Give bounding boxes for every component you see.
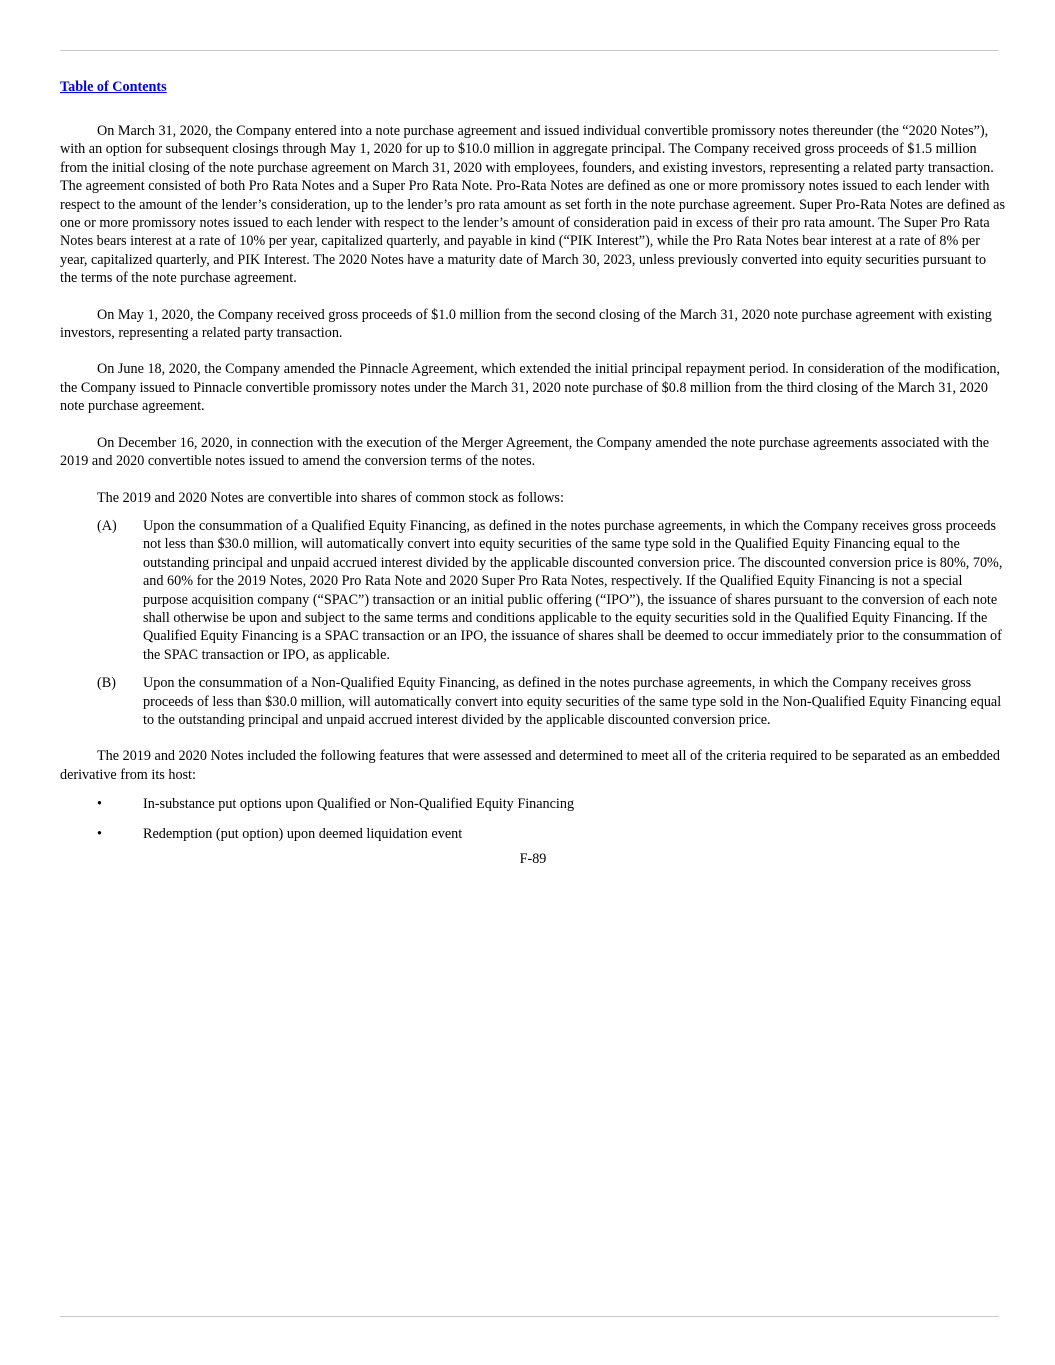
bullet-marker: • bbox=[97, 825, 102, 842]
document-body bbox=[60, 122, 1006, 868]
bullet-marker: • bbox=[97, 796, 102, 813]
conversion-item-b bbox=[60, 674, 1006, 729]
paragraph-second-closing: On May 1, 2020, the Company received gross proceeds of $1.0 million from the second closing of the March 31, 2020 note purchase agreement with existing investors, representing a related party transaction. bbox=[60, 306, 992, 342]
table-of-contents-link[interactable]: Table of Contents bbox=[60, 79, 167, 95]
bullet-item bbox=[60, 825, 1006, 843]
bottom-divider bbox=[60, 1316, 999, 1317]
paragraph-pinnacle-amendment: On June 18, 2020, the Company amended the Pinnacle Agreement, which extended the initial principal repayment period. In consideration of the modification, the Company issued to Pinnacle convertible promissory notes under the March 31, 2020 note purchase of $0.8 million from the third closing of the March 31, 2020 note purchase agreement. bbox=[60, 361, 1001, 415]
bullet-text: In-substance put options upon Qualified or Non-Qualified Equity Financing bbox=[143, 796, 575, 813]
bullet-text: Redemption (put option) upon deemed liquidation event bbox=[143, 825, 463, 842]
bullet-item bbox=[60, 795, 1006, 813]
conversion-item-a bbox=[60, 517, 1006, 664]
item-text: Upon the consummation of a Qualified Equity Financing, as defined in the notes purchase agreements, in which the Company receives gross proceeds not less than $30.0 million, will automatically convert into equity securities of the same type sold in the Qualified Equity Financing equal to the outstanding principal and unpaid accrued interest divided by the applicable discounted conversion price. The discounted conversion price is 80%, 70%, and 60% for the 2019 Notes, 2020 Pro Rata Note and 2020 Super Pro Rata Notes, respectively. If the Qualified Equity Financing is not a special purpose acquisition company (“SPAC”) transaction or an initial public offering (“IPO”), the issuance of shares pursuant to the conversion of each note shall otherwise be upon and subject to the same terms and conditions applicable to the equity securities sold in the Qualified Equity Financing. If the Qualified Equity Financing is a SPAC transaction or an IPO, the issuance of shares shall be deemed to occur immediately prior to the consummation of the SPAC transaction or IPO, as applicable. bbox=[143, 517, 1003, 663]
item-text: Upon the consummation of a Non-Qualified Equity Financing, as defined in the notes purchase agreements, in which the Company receives gross proceeds of less than $30.0 million, will automatically convert into equity securities of the same type sold in the Non-Qualified Equity Financing equal to the outstanding principal and unpaid accrued interest divided by the applicable discounted conversion price. bbox=[143, 675, 1002, 728]
paragraph-embedded-derivative: The 2019 and 2020 Notes included the following features that were assessed and determined to meet all of the criteria required to be separated as an embedded derivative from its host: bbox=[60, 748, 1000, 783]
item-marker: (B) bbox=[97, 675, 116, 692]
paragraph-conversion-intro: The 2019 and 2020 Notes are convertible into shares of common stock as follows: bbox=[97, 489, 564, 506]
paragraph-merger-amendment: On December 16, 2020, in connection with the execution of the Merger Agreement, the Company amended the note purchase agreements associated with the 2019 and 2020 convertible notes issued to amend the conversion terms of the notes. bbox=[60, 434, 990, 470]
page-number: F-89 bbox=[519, 851, 547, 867]
item-marker: (A) bbox=[97, 517, 117, 534]
paragraph-2020-notes: On March 31, 2020, the Company entered into a note purchase agreement and issued individual convertible promissory notes thereunder (the “2020 Notes”), with an option for subsequent closings through May 1, 2020 for up to $10.0 million in aggregate principal. The Company received gross proceeds of $1.5 million from the initial closing of the note purchase agreement on March 31, 2020 with employees, founders, and existing investors, representing a related party transaction. The agreement consisted of both Pro Rata Notes and a Super Pro Rata Note. Pro-Rata Notes are defined as one or more promissory notes issued to each lender with respect to the amount of the lender’s consideration, up to the lender’s pro rata amount as set forth in the note purchase agreement. Super Pro-Rata Notes are defined as one or more promissory notes issued to each lender with respect to the lender’s amount of consideration paid in excess of their pro rata amount. The Super Pro Rata Notes bears interest at a rate of 10% per year, capitalized quarterly, and payable in kind (“PIK Interest”), while the Pro Rata Notes bear interest at a rate of 8% per year, capitalized quarterly, and PIK Interest. The 2020 Notes have a maturity date of March 30, 2023, unless previously converted into equity securities pursuant to the terms of the note purchase agreement. bbox=[60, 123, 1005, 287]
top-divider bbox=[60, 50, 999, 51]
